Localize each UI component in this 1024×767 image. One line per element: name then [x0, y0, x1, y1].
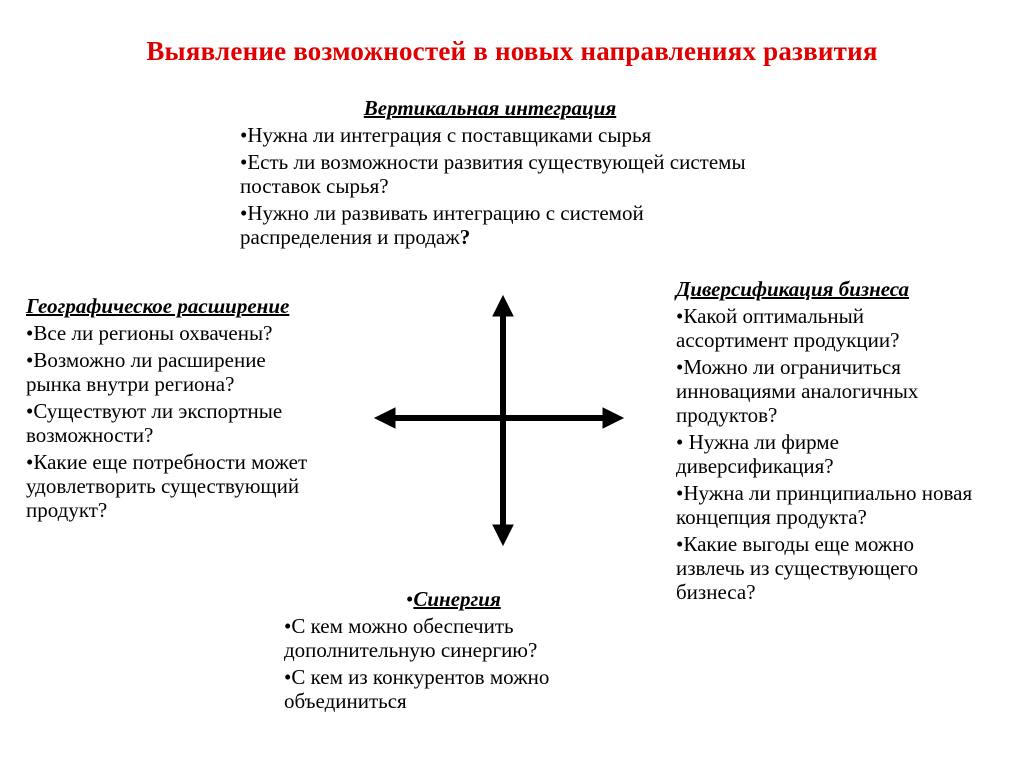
list-item: •Существуют ли экспортные возможности? [26, 399, 283, 447]
list-item: •С кем из конкурентов можно объединиться [284, 665, 550, 713]
list-item: • Нужна ли фирме диверсификация? [676, 430, 839, 478]
list-item-text: •Нужно ли развивать интеграцию с системой распределения и продаж [240, 201, 644, 249]
geographic-expansion-block [26, 294, 366, 522]
list-item: •С кем можно обеспечить дополнительную синергию? [284, 614, 538, 662]
vertical-integration-heading: Вертикальная интеграция [363, 96, 617, 120]
list-item: •Нужна ли интеграция с поставщиками сырья [240, 123, 652, 147]
page-title: Выявление возможностей в новых направлениях развития [146, 36, 878, 66]
vertical-integration-block [240, 96, 800, 249]
list-item: •Можно ли ограничиться инновациями аналогичных продуктов? [676, 355, 919, 427]
synergy-block [284, 587, 624, 713]
list-item: •Есть ли возможности развития существующей системы поставок сырья? [240, 150, 746, 198]
list-item [240, 201, 750, 249]
list-item: •Какие еще потребности может удовлетворить существующий продукт? [26, 450, 308, 522]
business-diversification-heading: Диверсификация бизнеса [676, 277, 910, 301]
four-way-arrow-cross-icon [360, 288, 640, 558]
list-item: •Все ли регионы охвачены? [26, 321, 273, 345]
business-diversification-block [676, 277, 1016, 604]
bullet: • [406, 587, 414, 611]
list-item: •Нужна ли принципиально новая концепция продукта? [676, 481, 973, 529]
question-mark: ? [459, 225, 471, 249]
list-item: •Какой оптимальный ассортимент продукции? [676, 304, 900, 352]
synergy-heading: Синергия [413, 587, 501, 611]
geographic-expansion-heading: Географическое расширение [26, 294, 290, 318]
list-item: •Какие выгоды еще можно извлечь из существующего бизнеса? [676, 532, 919, 604]
list-item: •Возможно ли расширение рынка внутри региона? [26, 348, 266, 396]
synergy-heading-row [284, 587, 624, 611]
